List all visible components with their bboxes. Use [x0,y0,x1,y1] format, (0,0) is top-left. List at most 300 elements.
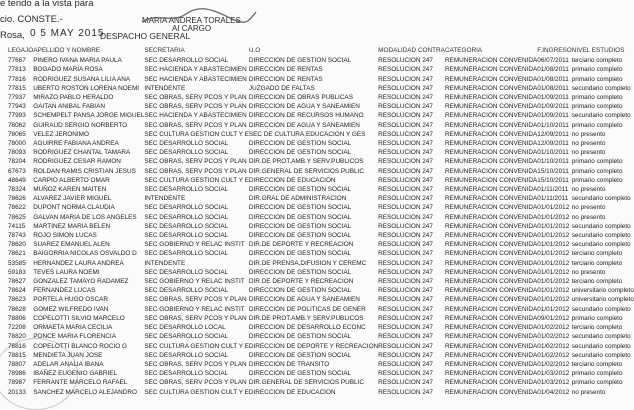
table-cell: REMUNERACION CONVENIDA [444,305,538,313]
table-cell: secundario completo [571,84,631,92]
table-cell: RESOLUCION 247 [378,121,433,129]
table-cell: RESOLUCION 247 [378,222,433,230]
table-row [2,277,634,286]
table-cell: 78623 [8,296,26,304]
table-cell: terciario completo [571,57,623,65]
table-cell: DIRECCION DE POLITICAS DE GENER [248,305,366,313]
table-cell: RESOLUCION 247 [378,314,433,322]
table-cell: RESOLUCION 247 [378,370,433,378]
table-cell: SEC OBRAS, SERV PCOS Y PLAN [144,103,247,111]
table-cell: DIRECCION DE GESTION SOCIAL [248,204,352,212]
table-cell: RESOLUCION 247 [378,186,433,194]
table-row [2,65,634,74]
table-cell: SEC OBRAS, SERV PCOS Y PLAN [144,296,247,304]
table-cell: SEC DESARROLLO SOCIAL [144,140,229,148]
table-cell: MIRAZO PABLO HERALDO [33,94,114,102]
table-cell: SANCHEZ MARCELO ALEJANDRO [33,388,137,396]
table-cell: SEC DESARROLLO SOCIAL [144,232,229,240]
table-cell: 01/01/2012 [537,241,570,249]
table-row [2,213,634,222]
table-cell: 78626 [8,195,26,203]
table-cell: SEC DESARROLLO SOCIAL [144,250,229,258]
table-cell: DIRECCION DE RENTAS [248,66,323,74]
table-cell: REMUNERACION CONVENIDA [444,324,538,332]
table-cell: terciario completo [571,250,623,258]
table-cell: MARTINEZ MARIA BELEN [33,222,111,230]
table-cell: SEC OBRAS, SERV PCOS Y PLAN [144,167,247,175]
table-cell: 01/01/2012 [537,250,570,258]
table-cell: 78986 [8,370,26,378]
table-cell: 48649 [8,176,26,184]
table-cell: DIRECCION DE AGUA Y SANEAMIEN [248,296,360,304]
table-cell: SEC DESARROLLO SOCIAL [144,351,229,359]
table-cell: 78806 [8,314,26,322]
table-cell: 01/08/2011 [537,84,569,92]
table-cell: RESOLUCION 247 [378,149,433,157]
table-body [2,56,634,397]
table-cell: primario completo [571,66,623,74]
table-cell: REMUNERACION CONVENIDA [444,287,538,295]
table-cell: secundario completo [571,195,631,203]
table-cell: REMUNERACION CONVENIDA [444,333,538,341]
table-cell: 01/01/2012 [537,305,570,313]
table-cell: JUZGADO DE FALTAS [248,84,315,92]
table-cell: DIRECCION DE DEPORTE Y RECREACION [248,342,379,350]
table-cell: REMUNERACION CONVENIDA [444,195,538,203]
table-cell: 01/10/2011 [537,121,569,129]
table-cell: RESOLUCION 247 [378,250,433,258]
table-cell: SEC DESARROLLO SOCIAL [144,333,229,341]
table-cell: 12/09/2011 [537,140,569,148]
table-cell: DIRECCION DE EDUCACION [248,388,336,396]
table-cell: REMUNERACION CONVENIDA [444,94,538,102]
header-line-2a: cio. CONSTE.- [0,14,63,25]
table-cell: MUÑOZ KAREN MAITEN [33,186,107,194]
table-cell: 01/02/2012 [537,360,570,368]
table-row [2,342,634,351]
table-cell: RESOLUCION 247 [378,268,433,276]
table-cell: RESOLUCION 247 [378,94,433,102]
table-row [2,240,634,249]
table-cell: DIR.GENERAL DE SERVICIOS PUBLIC [248,379,364,387]
column-header: SECRETARIA [144,47,185,54]
table-row [2,75,634,84]
table-cell: GONZALEZ TAMAYO RADAMEZ [33,278,129,286]
table-cell: secundario completo [571,333,631,341]
table-cell: REMUNERACION CONVENIDA [444,222,538,230]
table-cell: AGUIRRE FABIANA ANDREA [33,140,119,148]
official-name: MARIA ANDREA TORALES [142,16,241,25]
table-cell: DIR.DE DEPORTE Y RECREACION [248,241,354,249]
table-row [2,157,634,166]
table-cell: 78000 [8,140,26,148]
table-cell: DIRECCION DE GESTION SOCIAL [248,186,352,194]
table-row [2,167,634,176]
table-cell: SEC OBRAS, SERV PCOS Y PLAN [144,94,247,102]
table-row [2,176,634,185]
table-row [2,286,634,295]
table-cell: REMUNERACION CONVENIDA [444,84,538,92]
table-cell: DIR.DE DEPORTE Y RECREACION [248,278,354,286]
table-cell: REMUNERACION CONVENIDA [444,314,538,322]
table-cell: secundario completo [571,305,631,313]
table-row [2,111,634,120]
table-cell: 78815 [8,351,26,359]
table-row [2,148,634,157]
table-cell: SEC DESARROLLO SOCIAL [144,370,229,378]
table-cell: RESOLUCION 247 [378,296,433,304]
table-cell: SEC GOBIERNO Y RELAC INSTIT [144,305,245,313]
table-cell: secundario completo [571,112,631,120]
table-cell: secundario completo [571,232,631,240]
table-cell: ROJO SIMON LUCAS [33,232,97,240]
table-cell: RESOLUCION 247 [378,204,433,212]
table-cell: 06/07/2011 [537,57,569,65]
table-cell: CARPIO ALBERTO OMAR [33,176,110,184]
table-cell: DIRECCION DE GESTION SOCIAL [248,250,352,258]
table-cell: PONCE MARIA FLORENCIA [33,333,116,341]
table-row [2,323,634,332]
table-cell: 01/04/2012 [537,388,570,396]
table-cell: primario completo [571,379,623,387]
table-cell: RESOLUCION 247 [378,213,433,221]
table-cell: SEC HACIENDA Y ABASTECIMIEN [144,112,247,120]
table-cell: 74115 [8,222,26,230]
table-cell: 01/01/2012 [537,287,570,295]
table-row [2,351,634,360]
column-header: LEGAJO [8,47,34,54]
table-cell: DIRECCION DE GESTION SOCIAL [248,213,352,221]
table-cell: 01/09/2011 [537,94,569,102]
table-cell: DIRECCION DE GESTION SOCIAL [248,351,352,359]
table-cell: RESOLUCION 247 [378,287,433,295]
table-cell: RESOLUCION 247 [378,342,433,350]
table-cell: REMUNERACION CONVENIDA [444,342,538,350]
table-cell: 77815 [8,84,26,92]
table-cell: secundario completo [571,241,631,249]
table-cell: SEC CULTURA GESTION CULT Y E [144,130,249,138]
table-cell: 78204 [8,158,26,166]
table-cell: 78621 [8,250,26,258]
table-cell: REMUNERACION CONVENIDA [444,204,538,212]
table-cell: universitario completo [571,296,634,304]
table-cell: 78625 [8,213,26,221]
table-cell: RESOLUCION 247 [378,112,433,120]
table-cell: BOGADO MARIA ROSA [33,66,103,74]
table-cell: DIRECCION DE GESTION SOCIAL [248,333,352,341]
table-cell: SEC OBRAS, SERV PCOS Y PLAN [144,121,247,129]
table-cell: RESOLUCION 247 [378,75,433,83]
table-cell: REMUNERACION CONVENIDA [444,388,538,396]
table-row [2,259,634,268]
table-cell: REMUNERACION CONVENIDA [444,213,538,221]
table-cell: REMUNERACION CONVENIDA [444,167,538,175]
column-header: CATEGORIA [444,47,483,54]
table-cell: RESOLUCION 247 [378,176,433,184]
table-row [2,139,634,148]
table-cell: RESOLUCION 247 [378,158,433,166]
table-cell: VELEZ JERONIMO [33,130,89,138]
table-cell: SEC GOBIERNO Y RELAC INSTIT [144,278,245,286]
table-cell: DIRECCION DE RECURSOS HUMANO [248,112,364,120]
table-cell: REMUNERACION CONVENIDA [444,186,538,194]
table-cell: no presento [571,130,606,138]
table-cell: 01/01/2012 [537,213,570,221]
table-row [2,268,634,277]
table-cell: 77993 [8,112,26,120]
table-cell: SEC OBRAS, SERV PCOS Y PLAN [144,158,247,166]
table-cell: REMUNERACION CONVENIDA [444,351,538,359]
table-cell: 59183 [8,268,26,276]
table-cell: RESOLUCION 247 [378,379,433,387]
table-cell: 78816 [8,342,26,350]
table-cell: 53585 [8,259,26,267]
table-cell: secundario completo [571,351,631,359]
table-cell: DIRECCION DE RENTAS [248,75,323,83]
table-cell: terciario completo [571,259,623,267]
table-cell: REMUNERACION CONVENIDA [444,259,538,267]
table-cell: GUIRAUD SERGIO NORBERTO [33,121,128,129]
table-cell: SEC HACIENDA Y ABASTECIMIEN [144,75,247,83]
table-cell: SEC DESARROLLO SOCIAL [144,268,229,276]
table-cell: secundario completo [571,342,631,350]
signature-mark [138,8,258,26]
table-cell: REMUNERACION CONVENIDA [444,296,538,304]
table-cell: ADELAR ANALIA IBANA [33,360,104,368]
table-cell: 01/08/2011 [537,66,569,74]
table-cell: RESOLUCION 247 [378,167,433,175]
table-cell: PINERO IVANA MARIA PAULA [33,57,122,65]
table-cell: DIR.GENERAL DE SERVICIOS PUBLIC [248,167,364,175]
table-cell: REMUNERACION CONVENIDA [444,121,538,129]
table-cell: DIRECCION DE TRANSITO [248,360,330,368]
table-cell: ORMAETA MARIA CECILIA [33,324,113,332]
table-cell: REMUNERACION CONVENIDA [444,130,538,138]
table-cell: GAITAN ANIBAL FABIAN [33,103,105,111]
table-cell: ALVAREZ JAVIER MIGUEL [33,195,112,203]
table-cell: REMUNERACION CONVENIDA [444,370,538,378]
table-cell: DIR.DE PROT.AMB.Y SERV.PUBLICOS [248,314,364,322]
table-cell: DUPONT NORMA CLAUDIA [33,204,115,212]
table-cell: no presento [571,388,606,396]
table-cell: universitario completo [571,287,634,295]
table-cell: SCHEMPELT PANSA JORGE MIGUEL [33,112,145,120]
table-cell: primario completo [571,121,623,129]
table-cell: 78627 [8,278,26,286]
header-line-4a: Rosa, [0,30,25,41]
table-cell: 01/11/2011 [537,195,569,203]
table-cell: no presento [571,213,606,221]
table-cell: no presento [571,140,606,148]
table-cell: 01/02/2012 [537,333,570,341]
table-cell: GOMEZ WILFREDO IVAN [33,305,109,313]
table-row [2,130,634,139]
table-cell: 78807 [8,360,26,368]
table-cell: REMUNERACION CONVENIDA [444,250,538,258]
header-line-1: e tendo a la vista para [0,0,94,9]
table-cell: 01/01/2012 [537,204,570,212]
table-cell: primario completo [571,176,623,184]
table-cell: DIRECCION DE EDUCACION [248,176,336,184]
header-line-4c: DESPACHO GENERAL [100,31,191,41]
table-cell: INTENDENTE [144,259,186,267]
table-cell: DIRECCION DE GESTION SOCIAL [248,268,352,276]
table-row [2,84,634,93]
table-cell: 67673 [8,167,26,175]
table-cell: DIRECCION DE GESTION SOCIAL [248,232,352,240]
table-cell: 77813 [8,66,26,74]
column-header: APELLIDO Y NOMBRE [33,47,101,54]
table-cell: RESOLUCION 247 [378,324,433,332]
table-cell: RESOLUCION 247 [378,305,433,313]
table-cell: 78820 [8,333,26,341]
table-cell: 01/02/2012 [537,351,570,359]
table-cell: 78620 [8,241,26,249]
table-cell: SUAREZ EMANUEL ALEN [33,241,110,249]
table-cell: primario completo [571,167,623,175]
personnel-table [2,46,634,397]
table-cell: REMUNERACION CONVENIDA [444,278,538,286]
table-cell: 78743 [8,232,26,240]
table-cell: SEC DESARROLLO SOCIAL [144,213,229,221]
table-cell: 01/01/2012 [537,259,570,267]
table-cell: SEC DESARROLLO SOCIAL [144,222,229,230]
table-cell: SEC GOBIERNO Y RELAC INSTIT [144,241,245,249]
table-row [2,56,634,65]
table-cell: 78987 [8,379,26,387]
table-cell: DIRECCION DE OBRAS PUBLICAS [248,94,353,102]
table-cell: DIRECCION DE GESTION SOCIAL [248,222,352,230]
table-cell: INTENDENTE [144,84,186,92]
table-cell: SEC CULTURA GESTION CULT Y E [144,342,249,350]
table-cell: terciario completo [571,324,623,332]
table-row [2,305,634,314]
table-row [2,102,634,111]
table-cell: 01/01/2012 [537,222,570,230]
table-row [2,121,634,130]
table-cell: SEC DESARROLLO SOCIAL [144,149,229,157]
table-cell: REMUNERACION CONVENIDA [444,112,538,120]
table-cell: SEC OBRAS, SERV PCOS Y PLAN [144,379,247,387]
table-cell: 78622 [8,204,26,212]
table-cell: 01/09/2011 [537,112,569,120]
table-cell: REMUNERACION CONVENIDA [444,176,538,184]
table-cell: RESOLUCION 247 [378,232,433,240]
table-cell: 01/08/2011 [537,75,569,83]
table-cell: no presento [571,149,606,157]
table-cell: SEC DESARROLLO SOCIAL [144,287,229,295]
table-cell: 78324 [8,186,26,194]
table-cell: RODRIGUEZ CESAR RAMON [33,158,121,166]
table-cell: primario completo [571,314,623,322]
table-cell: DIR.DE PROT.AMB.Y SERV.PUBLICOS [248,158,364,166]
table-cell: 01/01/2012 [537,268,570,276]
table-cell: SEC DESARROLLO LOCAL [144,324,226,332]
table-cell: 78624 [8,287,26,295]
table-cell: REMUNERACION CONVENIDA [444,268,538,276]
table-cell: 78093 [8,149,26,157]
table-cell: ROLDAN RAMIS CRISTIAN JESUS [33,167,136,175]
table-cell: 77667 [8,57,26,65]
table-cell: terciario completo [571,278,623,286]
table-cell: no presento [571,186,606,194]
table-cell: no presento [571,268,606,276]
table-cell: DIRECCION DE GESTION SOCIAL [248,149,352,157]
table-cell: 78628 [8,305,26,313]
table-cell: RESOLUCION 247 [378,57,433,65]
table-cell: 01/10/2011 [537,158,569,166]
table-cell: no presento [571,204,606,212]
table-cell: DIRECCION DE AGUA Y SANEAMIEN [248,103,360,111]
table-row [2,314,634,323]
table-cell: DIRECCION DE DESARROLLO ECONC [248,324,366,332]
table-cell: SEC OBRAS, SERV PCOS Y PLAN [144,360,247,368]
official-position: AI CARGO [172,24,212,33]
table-cell: 78065 [8,130,26,138]
table-row [2,222,634,231]
table-cell: DIR.GRAL DE ADMINISTRACION [248,195,347,203]
table-cell: 01/02/2012 [537,324,570,332]
table-cell: SEC DESARROLLO SOCIAL [144,204,229,212]
table-cell: REMUNERACION CONVENIDA [444,149,538,157]
table-cell: RESOLUCION 247 [378,333,433,341]
table-cell: DIRECCION DE AGUA Y SANEAMIEN [248,121,360,129]
table-cell: 77937 [8,94,26,102]
table-cell: SEC DESARROLLO SOCIAL [144,186,229,194]
table-cell: 09/01/2012 [537,314,570,322]
table-cell: SEC OBRAS, SERV PCOS Y PLAN [144,314,247,322]
table-cell: RODRIGUEZ CHANTAL TAMARA [33,149,131,157]
table-cell: primario completo [571,370,623,378]
table-row [2,369,634,378]
table-cell: RESOLUCION 247 [378,351,433,359]
table-cell: RESOLUCION 247 [378,278,433,286]
table-cell: 20133 [8,388,26,396]
table-row [2,249,634,258]
table-cell: terciario completo [571,360,623,368]
table-cell: MENDIETA JUAN JOSE [33,351,103,359]
column-header: NIVEL ESTUDIOS [571,47,625,54]
table-cell: primario completo [571,158,623,166]
stamp-date: 0 5 MAY 2015 [30,28,105,39]
table-cell: RESOLUCION 247 [378,259,433,267]
table-cell: DIRECCION DE GESTION SOCIAL [248,287,352,295]
column-header: F.INGRESO [537,47,572,54]
table-cell: REMUNERACION CONVENIDA [444,66,538,74]
column-header: MODALIDAD CONTRA [378,47,445,54]
table-row [2,360,634,369]
table-cell: RODRIGUEZ SUSANA LILIA ANA [33,75,131,83]
table-cell: secundario completo [571,222,631,230]
table-cell: primario completo [571,75,623,83]
table-cell: 01/01/2012 [537,278,570,286]
table-cell: UBERTO ROSTON LORENA NOEMI [33,84,140,92]
table-cell: RESOLUCION 247 [378,103,433,111]
table-cell: 15/10/2011 [537,176,569,184]
table-cell: 01/09/2011 [537,103,569,111]
table-cell: RESOLUCION 247 [378,140,433,148]
table-cell: REMUNERACION CONVENIDA [444,241,538,249]
table-cell: HERNANDEZ LAURA ANDREA [33,259,124,267]
table-row [2,378,634,387]
table-cell: DIRECCION DE GESTION SOCIAL [248,370,352,378]
table-row [2,93,634,102]
table-cell: 01/02/2012 [537,342,570,350]
table-row [2,231,634,240]
table-cell: DIR.DE PRENSA,DIFUSION Y CEREMC [248,259,367,267]
table-row [2,203,634,212]
table-header-row [2,46,634,56]
